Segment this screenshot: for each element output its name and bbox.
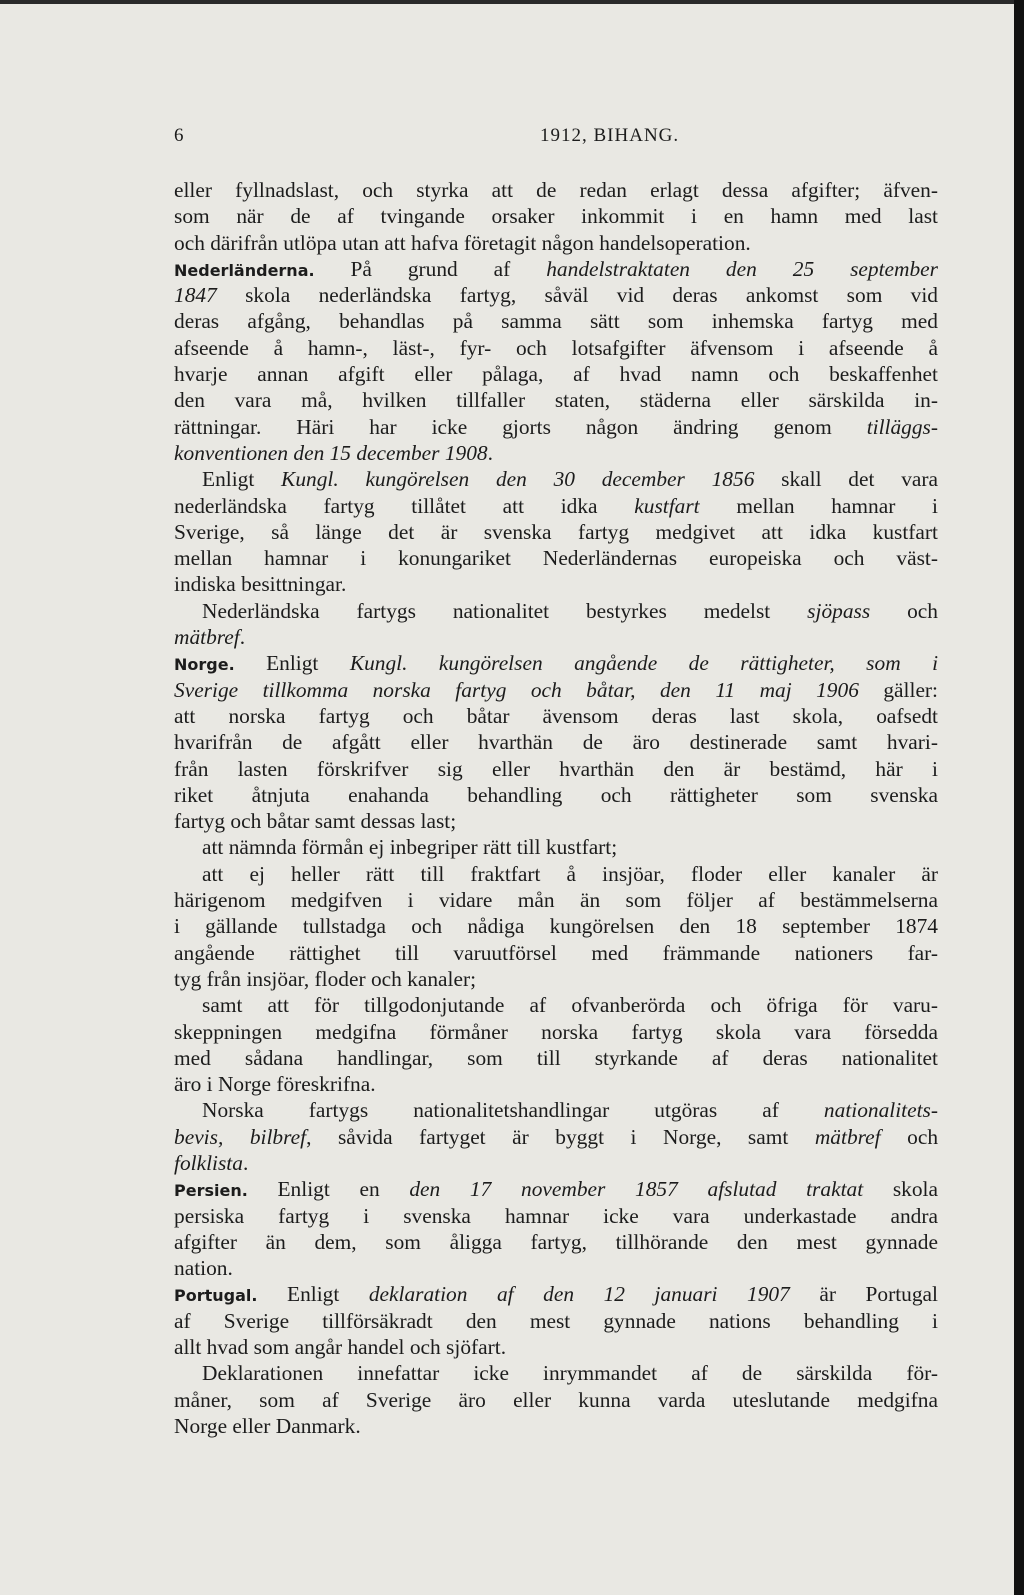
text-line: som när de af tvingande orsaker inkommit i en hamn med last bbox=[174, 204, 938, 229]
text-line: mätbref. bbox=[174, 625, 246, 650]
text-line: Nederländerna. På grund af handelstraktaten den 25 september bbox=[174, 256, 938, 281]
text-line: Norge eller Danmark. bbox=[174, 1413, 361, 1438]
text-line: och därifrån utlöpa utan att hafva företagit någon handelsoperation. bbox=[174, 230, 751, 255]
text-line: nederländska fartyg tillåtet att idka kustfart mellan hamnar i bbox=[174, 493, 938, 518]
text-line: skeppningen medgifna förmåner norska fartyg skola vara försedda bbox=[174, 1019, 938, 1044]
text-line: folklista. bbox=[174, 1150, 249, 1175]
text-line: persiska fartyg i svenska hamnar icke vara underkastade andra bbox=[174, 1203, 938, 1228]
text-line: rättningar. Häri har icke gjorts någon ändring genom tilläggs- bbox=[174, 414, 938, 439]
text-line: måner, som af Sverige äro eller kunna varda uteslutande medgifna bbox=[174, 1387, 938, 1412]
page-number: 6 bbox=[174, 125, 185, 146]
text-line: Nederländska fartygs nationalitet bestyrkes medelst sjöpass och bbox=[202, 598, 938, 623]
section-label-persien: Persien. bbox=[174, 1181, 248, 1201]
running-head: 1912, BIHANG. bbox=[540, 125, 680, 146]
text-line: Persien. Enligt en den 17 november 1857 afslutad traktat skola bbox=[174, 1177, 938, 1202]
text-line: indiska besittningar. bbox=[174, 572, 347, 597]
section-label-portugal: Portugal. bbox=[174, 1286, 258, 1306]
text-line: afgifter än dem, som åligga fartyg, tillhörande den mest gynnade bbox=[174, 1229, 938, 1254]
text-line: allt hvad som angår handel och sjöfart. bbox=[174, 1335, 507, 1360]
scan-top-edge bbox=[0, 0, 1024, 4]
text-line: att norska fartyg och båtar ävensom deras last skola, oafsedt bbox=[174, 703, 938, 728]
text-line: Norge. Enligt Kungl. kungörelsen angående de rättigheter, som i bbox=[174, 651, 939, 676]
text-line: Norska fartygs nationalitetshandlingar utgöras af nationalitets- bbox=[202, 1098, 938, 1123]
text-line: med sådana handlingar, som till styrkande af deras nationalitet bbox=[174, 1045, 938, 1070]
text-line: Enligt Kungl. kungörelsen den 30 december 1856 skall det vara bbox=[202, 467, 938, 492]
text-line: Sverige tillkomma norska fartyg och båtar, den 11 maj 1906 gäller: bbox=[174, 677, 938, 702]
text-line: 1847 skola nederländska fartyg, såväl vid deras ankomst som vid bbox=[174, 283, 938, 308]
scan-right-edge bbox=[1014, 0, 1024, 1595]
text-line: bevis, bilbref, såvida fartyget är byggt i Norge, samt mätbref och bbox=[174, 1124, 939, 1149]
text-line: fartyg och båtar samt dessas last; bbox=[174, 809, 457, 834]
text-line: mellan hamnar i konungariket Nederländernas europeiska och väst- bbox=[174, 546, 938, 571]
text-line: afseende å hamn-, läst-, fyr- och lotsafgifter äfvensom i afseende å bbox=[174, 335, 938, 360]
text-line: af Sverige tillförsäkradt den mest gynnade nations behandling i bbox=[174, 1308, 938, 1333]
text-line: Sverige, så länge det är svenska fartyg medgivet att idka kustfart bbox=[174, 519, 938, 544]
text-line: samt att för tillgodonjutande af ofvanberörda och öfriga för varu- bbox=[202, 993, 938, 1018]
text-line: angående rättighet till varuutförsel med främmande nationers far- bbox=[174, 940, 938, 965]
text-line: tyg från insjöar, floder och kanaler; bbox=[174, 966, 477, 991]
text-line: konventionen den 15 december 1908. bbox=[174, 440, 493, 465]
section-label-norge: Norge. bbox=[174, 655, 235, 675]
text-line: från lasten förskrifver sig eller hvarthän den är bestämd, här i bbox=[174, 756, 938, 781]
text-line: deras afgång, behandlas på samma sätt som inhemska fartyg med bbox=[174, 309, 938, 334]
text-line: Deklarationen innefattar icke inrymmandet af de särskilda för- bbox=[202, 1361, 938, 1386]
section-label-nederlanderna: Nederländerna. bbox=[174, 260, 315, 280]
text-line: äro i Norge föreskrifna. bbox=[174, 1072, 376, 1097]
text-line: nation. bbox=[174, 1256, 233, 1281]
text-line: riket åtnjuta enahanda behandling och rättigheter som svenska bbox=[174, 782, 938, 807]
text-line: härigenom medgifven i vidare mån än som följer af bestämmelserna bbox=[174, 888, 938, 913]
text-line: Portugal. Enligt deklaration af den 12 januari 1907 är Portugal bbox=[174, 1282, 938, 1307]
text-line: den vara må, hvilken tillfaller staten, städerna eller särskilda in- bbox=[174, 388, 938, 413]
text-line: hvarje annan afgift eller pålaga, af hvad namn och beskaffenhet bbox=[174, 362, 938, 387]
text-line: att ej heller rätt till fraktfart å insjöar, floder eller kanaler är bbox=[202, 861, 938, 886]
text-line: eller fyllnadslast, och styrka att de redan erlagt dessa afgifter; äfven- bbox=[174, 178, 938, 202]
page-header bbox=[174, 125, 938, 151]
text-line: i gällande tullstadga och nådiga kungörelsen den 18 september 1874 bbox=[174, 914, 938, 939]
text-line: hvarifrån de afgått eller hvarthän de äro destinerade samt hvari- bbox=[174, 730, 938, 755]
body-text bbox=[174, 177, 938, 1439]
text-line: att nämnda förmån ej inbegriper rätt till kustfart; bbox=[202, 835, 618, 860]
